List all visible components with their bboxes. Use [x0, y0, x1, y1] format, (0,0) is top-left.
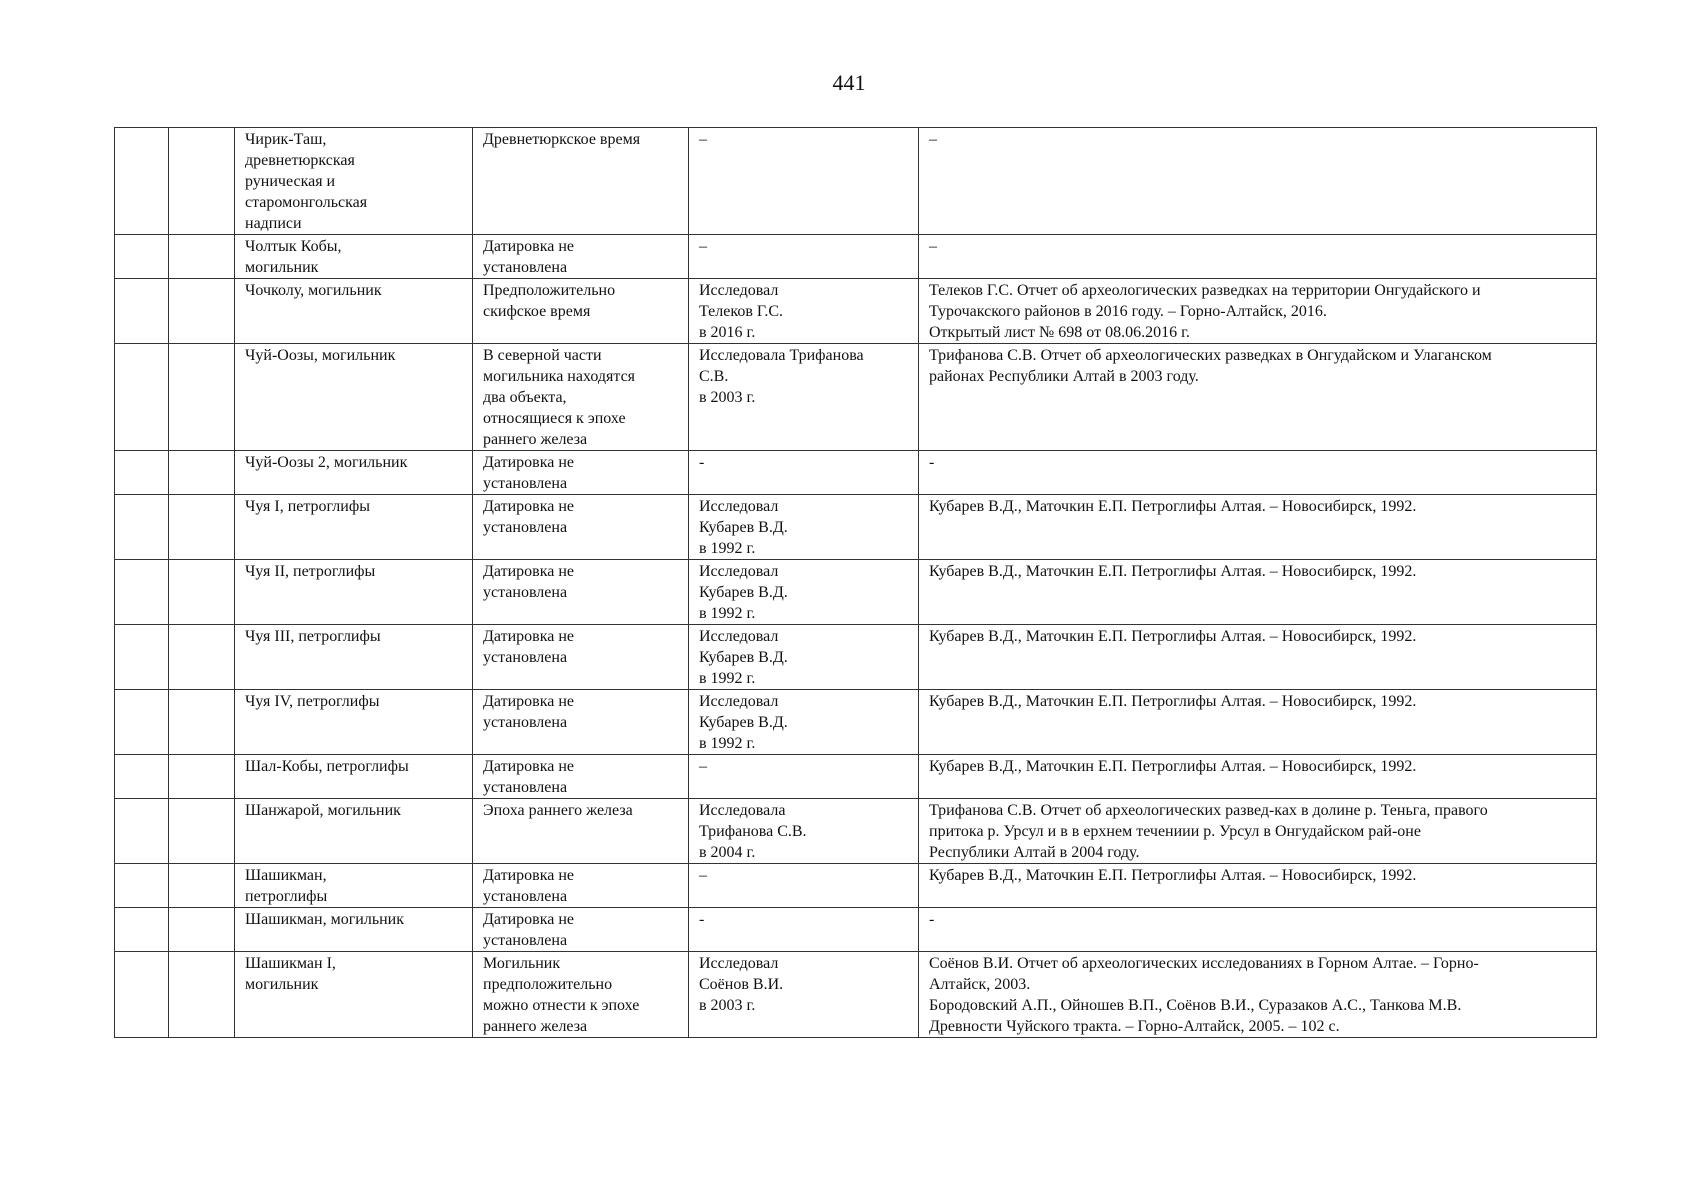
row-code-cell: [169, 235, 235, 279]
table-body: [115, 128, 1597, 1038]
source-cell: Кубарев В.Д., Маточкин Е.П. Петроглифы Алтая. – Новосибирск, 1992.: [919, 755, 1597, 799]
source-cell: Кубарев В.Д., Маточкин Е.П. Петроглифы Алтая. – Новосибирск, 1992.: [919, 625, 1597, 690]
row-code-cell: [169, 799, 235, 864]
research-cell: Исследовал Кубарев В.Д. в 1992 г.: [689, 625, 919, 690]
source-cell: Телеков Г.С. Отчет об археологических разведках на территории Онгудайского и Турочакского районов в 2016 году. – Горно-Алтайск, 2016. Открытый лист № 698 от 08.06.2016 г.: [919, 279, 1597, 344]
row-number-cell: [115, 690, 169, 755]
row-number-cell: [115, 952, 169, 1038]
row-code-cell: [169, 625, 235, 690]
table-row: [115, 755, 1597, 799]
table-row: [115, 952, 1597, 1038]
source-cell: -: [919, 451, 1597, 495]
dating-cell: Предположительно скифское время: [473, 279, 689, 344]
table-row: [115, 235, 1597, 279]
row-code-cell: [169, 908, 235, 952]
research-cell: Исследовала Трифанова С.В. в 2003 г.: [689, 344, 919, 451]
research-cell: –: [689, 235, 919, 279]
monument-name-cell: Чуя I, петроглифы: [235, 495, 473, 560]
research-cell: Исследовал Кубарев В.Д. в 1992 г.: [689, 560, 919, 625]
source-cell: Кубарев В.Д., Маточкин Е.П. Петроглифы Алтая. – Новосибирск, 1992.: [919, 495, 1597, 560]
table-row: [115, 128, 1597, 235]
row-code-cell: [169, 451, 235, 495]
monument-name-cell: Чочколу, могильник: [235, 279, 473, 344]
monument-name-cell: Чуя IV, петроглифы: [235, 690, 473, 755]
source-cell: –: [919, 235, 1597, 279]
dating-cell: Датировка не установлена: [473, 495, 689, 560]
row-number-cell: [115, 235, 169, 279]
monument-name-cell: Шанжарой, могильник: [235, 799, 473, 864]
dating-cell: Датировка не установлена: [473, 235, 689, 279]
row-code-cell: [169, 128, 235, 235]
source-cell: Кубарев В.Д., Маточкин Е.П. Петроглифы Алтая. – Новосибирск, 1992.: [919, 864, 1597, 908]
monument-name-cell: Чуй-Оозы, могильник: [235, 344, 473, 451]
table-row: [115, 495, 1597, 560]
dating-cell: Датировка не установлена: [473, 625, 689, 690]
monument-name-cell: Чолтык Кобы, могильник: [235, 235, 473, 279]
source-cell: -: [919, 908, 1597, 952]
row-number-cell: [115, 908, 169, 952]
dating-cell: Древнетюркское время: [473, 128, 689, 235]
row-code-cell: [169, 279, 235, 344]
research-cell: -: [689, 451, 919, 495]
research-cell: –: [689, 755, 919, 799]
row-code-cell: [169, 560, 235, 625]
research-cell: Исследовал Кубарев В.Д. в 1992 г.: [689, 690, 919, 755]
monument-name-cell: Чирик-Таш, древнетюркская руническая и старомонгольская надписи: [235, 128, 473, 235]
row-code-cell: [169, 952, 235, 1038]
row-number-cell: [115, 799, 169, 864]
monument-name-cell: Шашикман, петроглифы: [235, 864, 473, 908]
research-cell: –: [689, 128, 919, 235]
row-number-cell: [115, 495, 169, 560]
monument-name-cell: Шал-Кобы, петроглифы: [235, 755, 473, 799]
row-number-cell: [115, 755, 169, 799]
table-row: [115, 279, 1597, 344]
monument-name-cell: Чуя III, петроглифы: [235, 625, 473, 690]
row-code-cell: [169, 344, 235, 451]
dating-cell: Эпоха раннего железа: [473, 799, 689, 864]
source-cell: Трифанова С.В. Отчет об археологических развед-ках в долине р. Теньга, правого притока р. Урсул и в в ерхнем течениии р. Урсул в Онгудайском рай-оне Республики Алтай в 2004 году.: [919, 799, 1597, 864]
table-row: [115, 451, 1597, 495]
research-cell: Исследовал Телеков Г.С. в 2016 г.: [689, 279, 919, 344]
monument-name-cell: Чуя II, петроглифы: [235, 560, 473, 625]
dating-cell: Датировка не установлена: [473, 755, 689, 799]
dating-cell: Датировка не установлена: [473, 908, 689, 952]
dating-cell: Могильник предположительно можно отнести к эпохе раннего железа: [473, 952, 689, 1038]
monument-name-cell: Чуй-Оозы 2, могильник: [235, 451, 473, 495]
dating-cell: В северной части могильника находятся два объекта, относящиеся к эпохе раннего железа: [473, 344, 689, 451]
research-cell: Исследовала Трифанова С.В. в 2004 г.: [689, 799, 919, 864]
table-row: [115, 344, 1597, 451]
monument-name-cell: Шашикман, могильник: [235, 908, 473, 952]
table-row: [115, 908, 1597, 952]
research-cell: –: [689, 864, 919, 908]
row-code-cell: [169, 755, 235, 799]
monuments-table: [114, 127, 1597, 1038]
row-code-cell: [169, 690, 235, 755]
row-code-cell: [169, 495, 235, 560]
source-cell: Трифанова С.В. Отчет об археологических разведках в Онгудайском и Улаганском районах Республики Алтай в 2003 году.: [919, 344, 1597, 451]
dating-cell: Датировка не установлена: [473, 451, 689, 495]
dating-cell: Датировка не установлена: [473, 690, 689, 755]
source-cell: Кубарев В.Д., Маточкин Е.П. Петроглифы Алтая. – Новосибирск, 1992.: [919, 560, 1597, 625]
source-cell: Соёнов В.И. Отчет об археологических исследованиях в Горном Алтае. – Горно- Алтайск, 2003. Бородовский А.П., Ойношев В.П., Соёнов В.И., Суразаков А.С., Танкова М.В. Древности Чуйского тракта. – Горно-Алтайск, 2005. – 102 с.: [919, 952, 1597, 1038]
research-cell: Исследовал Соёнов В.И. в 2003 г.: [689, 952, 919, 1038]
table-row: [115, 864, 1597, 908]
source-cell: –: [919, 128, 1597, 235]
row-number-cell: [115, 279, 169, 344]
table-row: [115, 799, 1597, 864]
source-cell: Кубарев В.Д., Маточкин Е.П. Петроглифы Алтая. – Новосибирск, 1992.: [919, 690, 1597, 755]
research-cell: Исследовал Кубарев В.Д. в 1992 г.: [689, 495, 919, 560]
row-number-cell: [115, 128, 169, 235]
dating-cell: Датировка не установлена: [473, 864, 689, 908]
row-number-cell: [115, 864, 169, 908]
research-cell: -: [689, 908, 919, 952]
row-number-cell: [115, 625, 169, 690]
table-row: [115, 625, 1597, 690]
monument-name-cell: Шашикман I, могильник: [235, 952, 473, 1038]
row-number-cell: [115, 344, 169, 451]
row-number-cell: [115, 451, 169, 495]
table-row: [115, 560, 1597, 625]
row-number-cell: [115, 560, 169, 625]
table-row: [115, 690, 1597, 755]
dating-cell: Датировка не установлена: [473, 560, 689, 625]
row-code-cell: [169, 864, 235, 908]
page-number: 441: [832, 70, 866, 95]
